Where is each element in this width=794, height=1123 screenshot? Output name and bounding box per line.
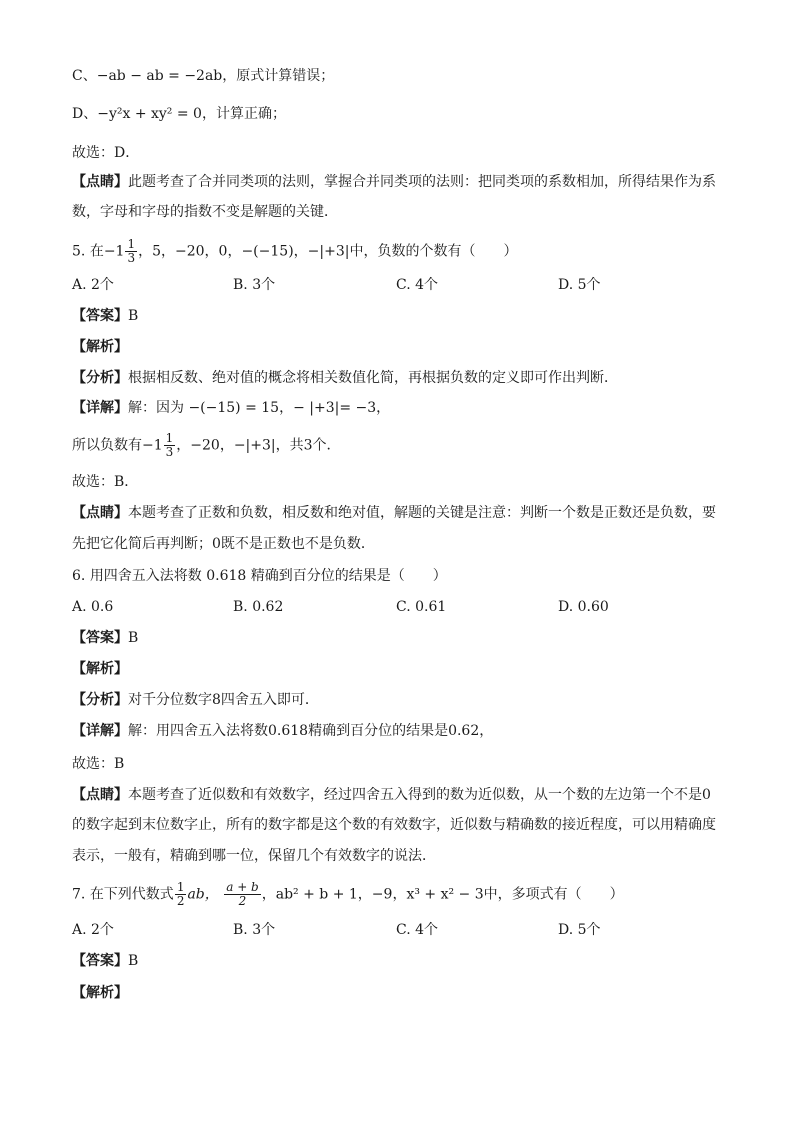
comment-tag: 【点睛】 <box>72 505 128 521</box>
stem-rest: ，ab² + b + 1，−9，x³ + x² − 3中，多项式有（ ） <box>261 886 624 903</box>
option-c-explanation: C、−ab − ab = −2ab，原式计算错误； <box>72 68 335 84</box>
fraction-numerator: 1 <box>127 237 136 251</box>
option-b: B. 3个 <box>233 922 276 938</box>
fraction <box>224 881 261 908</box>
fraction <box>175 881 187 908</box>
fraction <box>164 432 176 459</box>
fraction-denominator: 3 <box>165 445 174 459</box>
answer-line <box>72 628 722 648</box>
option-d: D. 5个 <box>558 277 601 293</box>
detail-line <box>72 721 722 741</box>
detail-tag: 【详解】 <box>72 400 128 416</box>
answer-tag: 【答案】 <box>72 953 128 969</box>
fenxi-text: 对千分位数字8四舍五入即可． <box>128 692 319 708</box>
choose-d: 故选：D． <box>72 145 140 161</box>
detail-tag: 【详解】 <box>72 723 128 739</box>
answer-tag: 【答案】 <box>72 630 128 646</box>
fraction-numerator: 1 <box>176 880 185 894</box>
comment-q5-line-1 <box>72 503 722 523</box>
fenxi-tag: 【分析】 <box>72 370 128 386</box>
fraction-numerator: 1 <box>165 431 174 445</box>
stem-text: 用四舍五入法将数 0.618 精确到百分位的结果是（ ） <box>89 568 447 584</box>
detail-line <box>72 398 722 418</box>
neg-prefix: 所以负数有 <box>72 437 142 454</box>
answer-value: B <box>128 308 139 324</box>
comment-q6-line-2: 的数字起到末位数字止，所有的数字都是这个数的有效数字，近似数与精确数的接近程度，可以用精确度 <box>72 817 716 833</box>
fenxi-tag: 【分析】 <box>72 692 128 708</box>
option-a: A. 2个 <box>72 922 114 938</box>
option-c: C. 0.61 <box>396 599 447 615</box>
fenxi-line <box>72 690 722 710</box>
comment-q6-line-1 <box>72 785 722 805</box>
question-number: 5. <box>72 243 86 260</box>
question-5-stem <box>72 238 722 265</box>
answer-line <box>72 306 722 326</box>
answer-value: B <box>128 953 139 969</box>
comment-text: 此题考查了合并同类项的法则，掌握合并同类项的法则：把同类项的系数相加，所得结果作为系 <box>128 174 716 190</box>
analysis-tag: 【解析】 <box>72 661 128 677</box>
fraction-denominator: 2 <box>176 894 185 908</box>
option-d: D. 0.60 <box>558 599 609 615</box>
option-d-explanation: D、−y²x + xy² = 0，计算正确； <box>72 106 286 122</box>
option-c: C. 4个 <box>396 277 439 293</box>
fraction-numerator: a + b <box>226 880 259 894</box>
stem-term: ab， <box>187 886 219 903</box>
answer-line <box>72 951 722 971</box>
stem-prefix: 在下列代数式 <box>89 886 174 903</box>
fraction-denominator: 3 <box>127 251 136 265</box>
question-number: 7. <box>72 886 86 903</box>
option-a: A. 2个 <box>72 277 114 293</box>
option-a: A. 0.6 <box>72 599 114 615</box>
fraction-denominator: 2 <box>238 894 247 908</box>
comment-q4-line-2: 数，字母和字母的指数不变是解题的关键． <box>72 204 338 220</box>
detail-text: 解：用四舍五入法将数0.618精确到百分位的结果是0.62， <box>128 723 494 739</box>
choose-b: 故选：B． <box>72 474 139 490</box>
comment-tag: 【点睛】 <box>72 787 128 803</box>
comment-text: 本题考查了正数和负数，相反数和绝对值，解题的关键是注意：判断一个数是正数还是负数，要 <box>128 505 716 521</box>
question-6-stem <box>72 566 722 586</box>
detail-text: 解：因为 −(−15) = 15，− |+3|= −3， <box>128 400 391 416</box>
stem-mid: ，5，−20，0，−(−15)，−|+3|中，负数的个数有（ ） <box>138 243 518 260</box>
neg-suffix: ，−20，−|+3|，共3个． <box>176 437 341 454</box>
comment-text: 本题考查了近似数和有效数字，经过四舍五入得到的数为近似数，从一个数的左边第一个不是0 <box>128 787 711 803</box>
option-c: C. 4个 <box>396 922 439 938</box>
mixed-number-whole: −1 <box>142 437 163 454</box>
negative-list-line <box>72 432 722 459</box>
option-d: D. 5个 <box>558 922 601 938</box>
fenxi-text: 根据相反数、绝对值的概念将相关数值化简，再根据负数的定义即可作出判断． <box>128 370 618 386</box>
comment-q4-line-1 <box>72 172 722 192</box>
fenxi-line <box>72 368 722 388</box>
fraction <box>125 238 137 265</box>
answer-value: B <box>128 630 139 646</box>
question-7-stem <box>72 881 722 908</box>
mixed-number-whole: −1 <box>103 243 125 260</box>
analysis-tag: 【解析】 <box>72 339 128 355</box>
stem-prefix: 在 <box>89 243 104 260</box>
comment-tag: 【点睛】 <box>72 174 128 190</box>
comment-q6-line-3: 表示，一般有，精确到哪一位，保留几个有效数字的说法． <box>72 848 436 864</box>
choose-b: 故选：B <box>72 756 125 772</box>
option-b: B. 0.62 <box>233 599 284 615</box>
question-number: 6. <box>72 568 86 584</box>
analysis-tag: 【解析】 <box>72 985 128 1001</box>
option-b: B. 3个 <box>233 277 276 293</box>
comment-q5-line-2: 先把它化简后再判断；0既不是正数也不是负数． <box>72 536 375 552</box>
answer-tag: 【答案】 <box>72 308 128 324</box>
